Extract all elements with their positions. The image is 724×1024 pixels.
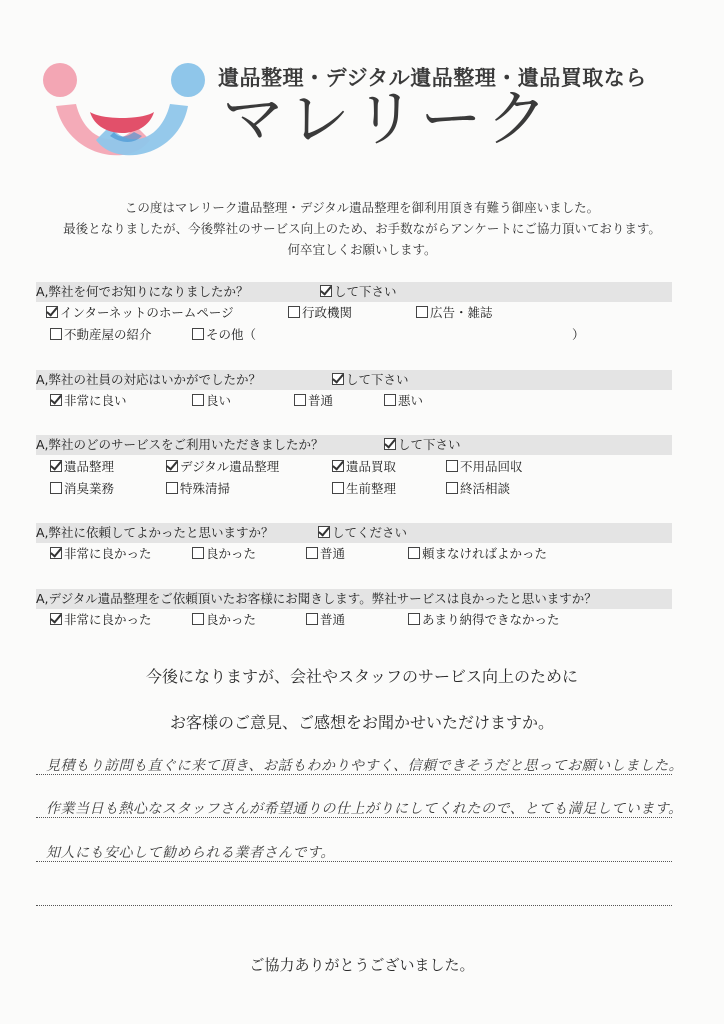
q4-option-2[interactable]: 良かった [192, 545, 256, 563]
question-5-text: A,デジタル遺品整理をご依頼頂いたお客様にお聞きします。弊社サービスは良かったと思いますか？ [36, 591, 597, 606]
checkbox-icon [416, 306, 428, 318]
checkbox-icon [294, 394, 306, 406]
q5-option-3[interactable]: 普通 [306, 611, 345, 629]
closing-thanks: ご協力ありがとうございました。 [249, 956, 475, 974]
question-4-hint: してください [318, 523, 407, 543]
question-1-text: A,弊社を何でお知りになりましたか？ [36, 284, 249, 299]
hint-check-icon [320, 285, 332, 297]
feedback-rule-1 [36, 774, 672, 775]
checkbox-icon [192, 547, 204, 559]
feedback-rule-3 [36, 861, 672, 862]
q1-option-2[interactable]: 行政機関 [288, 304, 352, 322]
checkbox-icon [50, 460, 62, 472]
feedback-line-3: 知人にも安心して勧められる業者さんです。 [46, 845, 335, 861]
question-2-text: A,弊社の社員の対応はいかがでしたか？ [36, 372, 262, 387]
feedback-line-2: 作業当日も熱心なスタッフさんが希望通りの仕上がりにしてくれたので、とても満足しています。 [46, 801, 683, 817]
q2-option-1[interactable]: 非常に良い [50, 392, 127, 410]
q3-option-3[interactable]: 遺品買取 [332, 458, 396, 476]
marelique-logo [38, 58, 206, 168]
hint-check-icon [384, 438, 396, 450]
brand-name: マレリーク [222, 82, 553, 155]
checkbox-icon [306, 613, 318, 625]
q3-option-4[interactable]: 不用品回収 [446, 458, 523, 476]
checkbox-icon [332, 460, 344, 472]
checkbox-icon [446, 460, 458, 472]
checkbox-icon [50, 613, 62, 625]
checkbox-icon [46, 306, 58, 318]
checkbox-icon [192, 613, 204, 625]
checkbox-icon [50, 394, 62, 406]
question-3-text: A,弊社のどのサービスをご利用いただきましたか？ [36, 437, 324, 452]
question-1-hint: して下さい [320, 282, 397, 302]
q4-option-3[interactable]: 普通 [306, 545, 345, 563]
checkbox-icon [306, 547, 318, 559]
checkbox-icon [192, 328, 204, 340]
q3-option-1[interactable]: 遺品整理 [50, 458, 114, 476]
q1-option-4[interactable]: 不動産屋の紹介 [50, 326, 152, 344]
question-2-hint: して下さい [332, 370, 409, 390]
q1-close-paren: ） [572, 327, 585, 342]
header-tagline: 遺品整理・デジタル遺品整理・遺品買取なら [218, 66, 647, 90]
q5-option-1[interactable]: 非常に良かった [50, 611, 152, 629]
checkbox-icon [384, 394, 396, 406]
checkbox-icon [408, 613, 420, 625]
q1-option-3[interactable]: 広告・雑誌 [416, 304, 493, 322]
feedback-prompt-1: 今後になりますが、会社やスタッフのサービス向上のために [145, 667, 578, 686]
question-3-hint: して下さい [384, 435, 461, 455]
hint-check-icon [318, 526, 330, 538]
intro-line-3: 何卒宜しくお願いします。 [287, 242, 437, 257]
q3-option-2[interactable]: デジタル遺品整理 [166, 458, 279, 476]
checkbox-icon [50, 482, 62, 494]
q3-option-5[interactable]: 消臭業務 [50, 480, 114, 498]
feedback-line-1: 見積もり訪問も直ぐに来て頂き、お話もわかりやすく、信頼できそうだと思ってお願いしました。 [46, 758, 684, 774]
checkbox-icon [446, 482, 458, 494]
q4-option-4[interactable]: 頼まなければよかった [408, 545, 547, 563]
feedback-rule-4 [36, 905, 672, 906]
hint-check-icon [332, 373, 344, 385]
feedback-rule-2 [36, 817, 672, 818]
q5-option-4[interactable]: あまり納得できなかった [408, 611, 560, 629]
checkbox-icon [166, 460, 178, 472]
q5-option-2[interactable]: 良かった [192, 611, 256, 629]
checkbox-icon [408, 547, 420, 559]
checkbox-icon [50, 328, 62, 340]
checkbox-icon [288, 306, 300, 318]
checkbox-icon [166, 482, 178, 494]
q2-option-3[interactable]: 普通 [294, 392, 333, 410]
checkbox-icon [50, 547, 62, 559]
q4-option-1[interactable]: 非常に良かった [50, 545, 152, 563]
question-4-text: A,弊社に依頼してよかったと思いますか？ [36, 525, 274, 540]
checkbox-icon [332, 482, 344, 494]
q2-option-2[interactable]: 良い [192, 392, 231, 410]
q2-option-4[interactable]: 悪い [384, 392, 423, 410]
q3-option-7[interactable]: 生前整理 [332, 480, 396, 498]
q1-option-5[interactable]: その他（ [192, 326, 256, 344]
q3-option-8[interactable]: 終活相談 [446, 480, 510, 498]
checkbox-icon [192, 394, 204, 406]
logo-center-heart [90, 112, 154, 133]
intro-line-2: 最後となりましたが、今後弊社のサービス向上のため、お手数ながらアンケートにご協力頂いております。 [63, 221, 661, 236]
logo-pink-dot [43, 63, 77, 97]
logo-blue-dot [171, 63, 205, 97]
feedback-prompt-2: お客様のご意見、ご感想をお聞かせいただけますか。 [169, 713, 554, 732]
q1-option-1[interactable]: インターネットのホームページ [46, 304, 234, 322]
q3-option-6[interactable]: 特殊清掃 [166, 480, 230, 498]
intro-line-1: この度はマレリーク遺品整理・デジタル遺品整理を御利用頂き有難う御座いました。 [124, 200, 600, 215]
